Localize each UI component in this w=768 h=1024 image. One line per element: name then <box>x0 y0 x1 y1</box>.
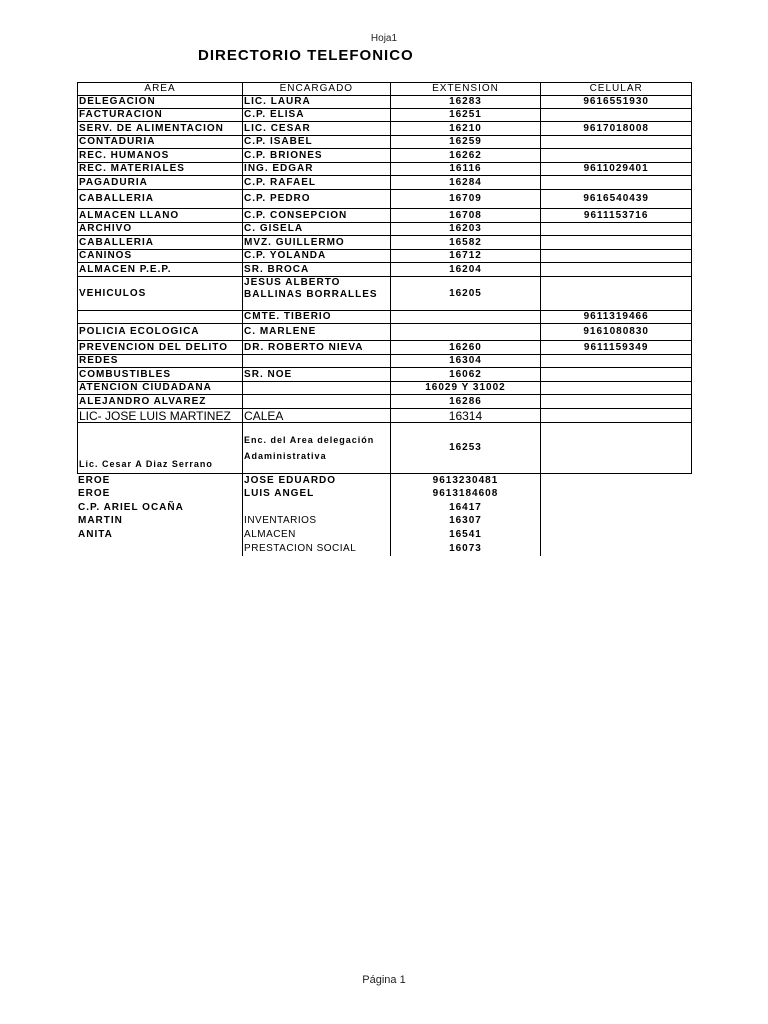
table-row <box>77 311 692 324</box>
cell-encargado: PRESTACION SOCIAL <box>243 542 391 556</box>
cell-celular <box>541 368 692 381</box>
cell-celular: 9611029401 <box>541 163 692 175</box>
cell-celular <box>541 236 692 249</box>
cell-area: REDES <box>77 355 243 367</box>
cell-extension: 16259 <box>391 136 542 148</box>
cell-celular <box>541 263 692 276</box>
table-row <box>77 341 692 355</box>
cell-extension: 16541 <box>391 528 542 542</box>
table-row <box>77 209 692 223</box>
table-row <box>77 263 692 277</box>
cell-extension: 16286 <box>391 395 542 408</box>
cell-celular <box>541 149 692 162</box>
cell-area: PAGADURIA <box>77 176 243 189</box>
cell-extension: 16062 <box>391 368 542 381</box>
cell-encargado: C.P. BRIONES <box>243 149 391 162</box>
cell-area: CONTADURIA <box>77 136 243 148</box>
cell-celular <box>541 277 692 310</box>
cell-area: DELEGACION <box>77 96 243 108</box>
cell-encargado <box>243 355 391 367</box>
cell-celular <box>541 528 692 542</box>
cell-extension: 16417 <box>391 501 542 514</box>
table-row <box>77 122 692 136</box>
cell-extension: 16029 Y 31002 <box>391 382 542 394</box>
cell-extension: 16283 <box>391 96 542 108</box>
table-row <box>77 236 692 250</box>
cell-area: LIC- JOSE LUIS MARTINEZ <box>77 409 243 422</box>
cell-extension: 16709 <box>391 190 542 208</box>
page-footer: Página 1 <box>362 974 406 986</box>
cell-encargado: JOSE EDUARDO <box>243 474 391 487</box>
directory-table <box>77 82 692 556</box>
cell-area: ANITA <box>77 528 243 542</box>
table-body <box>77 96 692 556</box>
cell-area: FACTURACION <box>77 109 243 121</box>
cell-encargado: ING. EDGAR <box>243 163 391 175</box>
table-row <box>77 474 692 487</box>
cell-encargado: C.P. RAFAEL <box>243 176 391 189</box>
cell-celular <box>541 250 692 262</box>
cell-celular <box>541 176 692 189</box>
cell-encargado: C. GISELA <box>243 223 391 235</box>
cell-extension: 16204 <box>391 263 542 276</box>
page-title: DIRECTORIO TELEFONICO <box>198 47 414 64</box>
column-header-encargado: ENCARGADO <box>243 83 391 95</box>
cell-area: C.P. ARIEL OCAÑA <box>77 501 243 514</box>
cell-extension: 16073 <box>391 542 542 556</box>
column-header-celular: CELULAR <box>541 83 692 95</box>
cell-extension: 9613230481 <box>391 474 542 487</box>
cell-extension: 16304 <box>391 355 542 367</box>
table-row <box>77 487 692 501</box>
cell-celular <box>541 487 692 501</box>
cell-celular: 9616540439 <box>541 190 692 208</box>
cell-encargado: C.P. CONSEPCION <box>243 209 391 222</box>
cell-extension: 16582 <box>391 236 542 249</box>
cell-area: SERV. DE ALIMENTACION <box>77 122 243 135</box>
cell-area: ALEJANDRO ALVAREZ <box>77 395 243 408</box>
table-row <box>77 395 692 409</box>
table-row <box>77 514 692 528</box>
cell-encargado: INVENTARIOS <box>243 514 391 528</box>
cell-celular: 9611319466 <box>541 311 692 323</box>
cell-area: REC. HUMANOS <box>77 149 243 162</box>
cell-area: PREVENCION DEL DELITO <box>77 341 243 354</box>
table-row <box>77 324 692 341</box>
table-row <box>77 109 692 122</box>
cell-encargado: MVZ. GUILLERMO <box>243 236 391 249</box>
table-row <box>77 149 692 163</box>
cell-extension: 16253 <box>391 423 542 473</box>
cell-area: COMBUSTIBLES <box>77 368 243 381</box>
cell-encargado: LUIS ANGEL <box>243 487 391 501</box>
cell-encargado: C.P. ISABEL <box>243 136 391 148</box>
cell-encargado: DR. ROBERTO NIEVA <box>243 341 391 354</box>
cell-extension: 16260 <box>391 341 542 354</box>
cell-area <box>77 311 243 323</box>
cell-celular <box>541 223 692 235</box>
cell-extension: 16205 <box>391 277 542 310</box>
cell-encargado: SR. NOE <box>243 368 391 381</box>
cell-encargado: C.P. ELISA <box>243 109 391 121</box>
cell-encargado: SR. BROCA <box>243 263 391 276</box>
table-row <box>77 277 692 311</box>
cell-celular: 9616551930 <box>541 96 692 108</box>
cell-area: ALMACEN LLANO <box>77 209 243 222</box>
cell-area: VEHICULOS <box>77 277 243 310</box>
table-row <box>77 190 692 209</box>
cell-area: MARTIN <box>77 514 243 528</box>
cell-area: POLICIA ECOLOGICA <box>77 324 243 340</box>
cell-celular <box>541 409 692 422</box>
cell-area: EROE <box>77 487 243 501</box>
cell-encargado: ALMACEN <box>243 528 391 542</box>
cell-encargado: CMTE. TIBERIO <box>243 311 391 323</box>
table-row <box>77 163 692 176</box>
cell-encargado: LIC. LAURA <box>243 96 391 108</box>
table-row <box>77 528 692 542</box>
cell-extension: 16284 <box>391 176 542 189</box>
table-row <box>77 409 692 423</box>
cell-celular <box>541 109 692 121</box>
cell-encargado: CALEA <box>243 409 391 422</box>
cell-encargado: C.P. PEDRO <box>243 190 391 208</box>
cell-extension: 16210 <box>391 122 542 135</box>
table-row <box>77 223 692 236</box>
column-header-area: AREA <box>77 83 243 95</box>
cell-encargado: LIC. CESAR <box>243 122 391 135</box>
cell-celular: 9161080830 <box>541 324 692 340</box>
table-row <box>77 136 692 149</box>
cell-area: CABALLERIA <box>77 190 243 208</box>
cell-extension <box>391 311 542 323</box>
cell-celular <box>541 542 692 556</box>
cell-extension: 9613184608 <box>391 487 542 501</box>
cell-encargado <box>243 501 391 514</box>
cell-extension: 16203 <box>391 223 542 235</box>
cell-encargado: Enc. del Area delegación Adaministrativa <box>243 423 391 473</box>
table-row <box>77 355 692 368</box>
cell-encargado: C.P. YOLANDA <box>243 250 391 262</box>
table-row <box>77 423 692 474</box>
cell-area: ARCHIVO <box>77 223 243 235</box>
table-row <box>77 501 692 514</box>
cell-celular <box>541 395 692 408</box>
cell-extension: 16712 <box>391 250 542 262</box>
cell-area: Lic. Cesar A Diaz Serrano <box>77 423 243 473</box>
cell-celular <box>541 136 692 148</box>
cell-extension <box>391 324 542 340</box>
table-row <box>77 96 692 109</box>
table-row <box>77 368 692 382</box>
cell-extension: 16116 <box>391 163 542 175</box>
cell-celular <box>541 382 692 394</box>
cell-area: ALMACEN P.E.P. <box>77 263 243 276</box>
cell-extension: 16708 <box>391 209 542 222</box>
cell-celular: 9611153716 <box>541 209 692 222</box>
cell-extension: 16314 <box>391 409 542 422</box>
cell-area <box>77 542 243 556</box>
cell-area: EROE <box>77 474 243 487</box>
sheet-name: Hoja1 <box>370 33 398 44</box>
cell-celular: 9617018008 <box>541 122 692 135</box>
cell-area: ATENCION CIUDADANA <box>77 382 243 394</box>
cell-encargado <box>243 395 391 408</box>
cell-encargado: C. MARLENE <box>243 324 391 340</box>
cell-extension: 16262 <box>391 149 542 162</box>
cell-celular <box>541 423 692 473</box>
table-row <box>77 382 692 395</box>
cell-extension: 16307 <box>391 514 542 528</box>
cell-celular <box>541 474 692 487</box>
table-header-row <box>77 82 692 96</box>
cell-celular <box>541 501 692 514</box>
column-header-extension: EXTENSION <box>391 83 542 95</box>
cell-area: CABALLERIA <box>77 236 243 249</box>
cell-encargado: JESUS ALBERTO BALLINAS BORRALLES <box>243 277 391 310</box>
table-row <box>77 542 692 556</box>
cell-encargado <box>243 382 391 394</box>
cell-celular <box>541 514 692 528</box>
cell-celular: 9611159349 <box>541 341 692 354</box>
cell-extension: 16251 <box>391 109 542 121</box>
cell-celular <box>541 355 692 367</box>
table-row <box>77 176 692 190</box>
cell-area: REC. MATERIALES <box>77 163 243 175</box>
table-row <box>77 250 692 263</box>
cell-area: CANINOS <box>77 250 243 262</box>
